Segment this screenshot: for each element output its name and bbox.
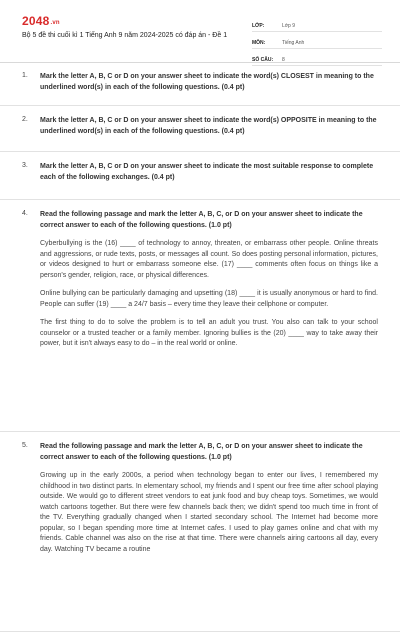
question-list [0, 62, 400, 632]
document-title: Bộ 5 đề thi cuối kì 1 Tiếng Anh 9 năm 2024-2025 có đáp án - Đề 1 [22, 32, 228, 39]
document-header [0, 0, 400, 63]
meta-class-row [252, 15, 382, 32]
question-item [0, 200, 400, 432]
question-item [0, 106, 400, 152]
question-number: 4. [22, 210, 28, 217]
meta-class-value: Lớp 9 [282, 23, 296, 29]
meta-info [252, 15, 382, 66]
passage-paragraph: Online bullying can be particularly damaging and upsetting (18) ____ it is usually anonymous or hard to find. People can suffer (19) ____ a 24/7 basis – every time they leave their cellphone or computer. [40, 290, 378, 308]
question-number: 3. [22, 162, 28, 169]
question-number: 2. [22, 116, 28, 123]
site-logo[interactable] [22, 14, 60, 28]
logo-sub: .vn [50, 20, 60, 26]
question-instruction: Read the following passage and mark the letter A, B, C, or D on your answer sheet to indicate the correct answer to each of the following questions. (1.0 pt) [40, 211, 363, 229]
question-number: 1. [22, 72, 28, 79]
question-instruction: Mark the letter A, B, C or D on your answer sheet to indicate the word(s) CLOSEST in meaning to the underlined word(s) in each of the following questions. (0.4 pt) [40, 73, 374, 91]
question-item [0, 152, 400, 200]
question-item [0, 432, 400, 632]
passage-paragraph: The first thing to do to solve the problem is to tell an adult you trust. You also can talk to your school counselor or a trusted teacher or a family member. Ignoring bullies is the (20) ____ way to take away their power, but it isn't always easy to do – in the real world or online. [40, 319, 378, 347]
reading-passage [40, 239, 378, 350]
meta-subject-value: Tiếng Anh [282, 40, 305, 46]
passage-paragraph: Growing up in the early 2000s, a period when technology began to enter our lives, I remembered my childhood in two distinct parts. In elementary school, my friends and I spent our free time after school playing outside. We would go to different street vendors to eat junk food and buy cheap toys. Sometimes, we would watch cartoons together. But there were few channels back then; we didn't spend too much time in front of the TV. Everything gradually changed when I started secondary school. The Internet had become more popular, so I began spending more time at Internet cafes. I used to play games online and chat with my friends. Cable channel was also on the rise at that time. There were channels airing cartoons all day, every day. Watching TV became a routine [40, 472, 378, 553]
logo-main: 2048 [22, 14, 50, 28]
passage-paragraph: Cyberbullying is the (16) ____ of technology to annoy, threaten, or embarrass other people. Online threats and aggressions, or rude texts, posts, or messages all count. So does posting personal information, pictures, or videos designed to hurt or embarrass someone else. (17) ____ comments often focus on things like a person's gender, religion, race, or physical differences. [40, 240, 378, 279]
meta-class-label: LỚP: [252, 23, 265, 29]
question-instruction: Mark the letter A, B, C or D on your answer sheet to indicate the most suitable response to complete each of the following exchanges. (0.4 pt) [40, 163, 374, 181]
meta-count-label: SỐ CÂU: [252, 57, 274, 63]
meta-count-value: 8 [282, 57, 285, 63]
question-number: 5. [22, 442, 28, 449]
meta-subject-label: MÔN: [252, 40, 266, 46]
meta-subject-row [252, 32, 382, 49]
question-instruction: Read the following passage and mark the letter A, B, C, or D on your answer sheet to indicate the correct answer to each of the following questions. (1.0 pt) [40, 443, 363, 461]
question-item [0, 62, 400, 106]
reading-passage [40, 471, 378, 555]
question-instruction: Mark the letter A, B, C or D on your answer sheet to indicate the word(s) OPPOSITE in meaning to the underlined word(s) in each of the following questions. (0.4 pt) [40, 117, 377, 135]
